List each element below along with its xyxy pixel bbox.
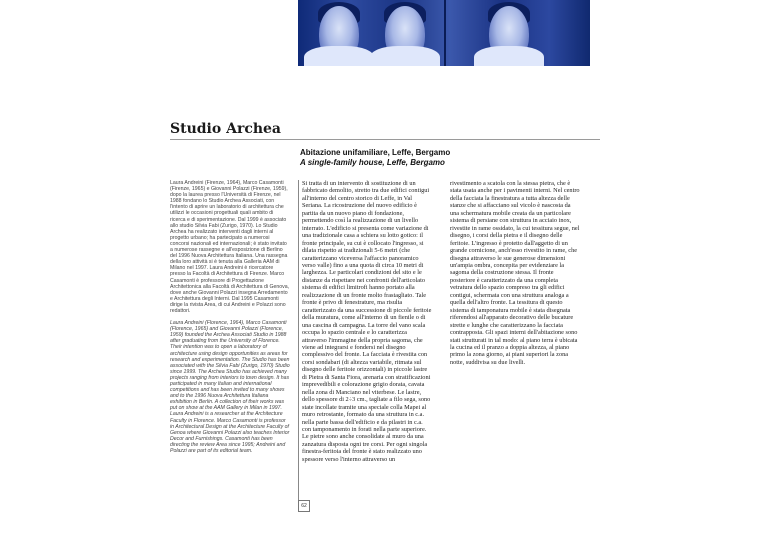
section-title: Studio Archea <box>170 121 281 137</box>
body-text-2: rivestimento a scatola con la stessa pietra, che è stata usata anche per i pavimenti interni. Nel centro della facciata la finestratura a tutta altezza delle stanze che si affacciano sul vicolo è nascosta da una schermatura mobile creata da un particolare sistema di persiane con struttura in acciaio inox, rivestite in rame ossidato, la cui tessitura segue, nel disegno, i corsi della pietra e il disegno delle feritoie. L'ingresso è protetto dall'aggetto di un grande cornicione, anch'esso rivestito in rame, che disegna attraverso le sue generose dimensioni un'ampia ombra, concepita per evidenziare la sagoma della costruzione stessa. Il fronte posteriore è caratterizzato da una completa vetratura dello spazio compreso tra gli edifici contigui, schermata con una struttura analoga a quella dell'altro fronte. La tessitura di questo sistema di tamponatura mobile è stata disegnata riferendosi all'apparato decorativo delle bucature strette e lunghe che caratterizzano la facciata contrapposta. Gli spazi interni dell'abitazione sono stati strutturati in tal modo: al piano terra è ubicata la cucina ed il pranzo a doppia altezza, al piano primo la zona giorno, ai piani superiori la zona notte, suddivisa su due livelli. <box>450 180 580 366</box>
title-rule <box>170 139 600 140</box>
page-number: 62 <box>298 500 310 512</box>
header-photo <box>298 0 590 66</box>
bio-english: Laura Andreini (Florence, 1964), Marco Casamonti (Florence, 1965) and Giovanni Polazzi (Florence, 1959) founded the Archea Associati Studio in 1988 after graduating from the University of Florence. Their intention was to open a laboratory of architecture using design opportunities as areas for research and experimentation. The Studio has been associated with the Silvia Fabi (Zurigo, 1970) Studio since 1999. The Archea Studio has achieved many projects ranging from interiors to town design. It has participated in many Italian and international competitions and has been invited to many shows and to the 1996 Nuova Architettura Italiana exhibition in Berlin. A collection of their works was put on show at the AAM Gallery in Milan in 1997. Laura Andreini is a researcher at the Architecture Faculty in Florence. Marco Casamonti is professor in Architectural Design at the Architecture Faculty of Genoa where Giovanni Polazzi also teaches Interior Decor and Furnishings. Casamonti has been directing the review Area since 1995; Andreini and Polazzi are part of its editorial team. <box>170 320 290 455</box>
bio-italian: Laura Andreini (Firenze, 1964), Marco Casamonti (Firenze, 1965) e Giovanni Polazzi (Firenze, 1959), dopo la laurea presso l'Università di Firenze, nel 1988 fondano lo Studio Archea Associati, con l'intento di aprire un laboratorio di architettura che utilizzi le occasioni progettuali quali ambito di ricerca e di sperimentazione. Dal 1999 è associato allo studio Silvia Fabi (Zurigo, 1970). Lo Studio Archea ha realizzato interventi dagli interni al progetto urbano; ha partecipato a numerosi concorsi nazionali ed internazionali; è stato invitato a numerose rassegne e all'esposizione di Berlino del 1996 Nuova Architettura Italiana. Una rassegna della loro attività si è tenuta alla Galleria AAM di Milano nel 1997. Laura Andreini è ricercatore presso la Facoltà di Architettura di Firenze. Marco Casamonti è professore di Progettazione Architettonica alla Facoltà di Architettura di Genova, dove anche Giovanni Polazzi insegna Arredamento e Architettura degli Interni. Dal 1995 Casamonti dirige la rivista Area, di cui Andreini e Polazzi sono redattori. <box>170 180 290 314</box>
project-title-english: A single-family house, Leffe, Bergamo <box>300 158 445 167</box>
photo-divider <box>444 0 446 66</box>
column-divider <box>298 180 299 510</box>
portrait-shirt <box>474 46 544 66</box>
body-column-1 <box>302 180 432 463</box>
body-text-1: Si tratta di un intervento di sostituzione di un fabbricato demolito, stretto tra due edifici contigui all'interno del centro storico di Leffe, in Val Seriana. La ricostruzione del nuovo edificio è partita da un nuovo piano di fondazione, permettendo così la realizzazione di un livello interrato. L'edificio si presenta come variazione di una tradizionale casa a schiera su lotto gotico: il fronte principale, su cui è collocato l'ingresso, si dilata rispetto ai tradizionali 5-6 metri (che caratterizzano viceversa l'affaccio panoramico verso valle) fino a una quota di circa 10 metri di larghezza. Le particolari condizioni del sito e le distanze da rispettare nei confronti dell'articolato sistema di edifici limitrofi hanno portato alla realizzazione di un fronte molto frastagliato. Tale fronte è privo di fenestrature, ma risulta caratterizzato da una successione di piccole feritoie della muratura, come all'interno di un fienile o di una cascina di campagna. La torre del vano scala occupa lo spazio centrale e lo caratterizza attraverso l'immagine della propria sagoma, che viene ad integrarsi e fondersi nel disegno complessivo del fronte. La facciata è rivestita con corsi sondabari (di altezza variabile, ritmata sul disegno delle feritoie orizzontali) in piccole lastre di Pietra di Santa Fiora, arenaria con stratificazioni imprevedibili e colorazione grigio dorata, cavata nella zona di Manciano nel viterbese. Le lastre, dello spessore di 2÷3 cm., tagliate a filo sega, sono state incollate tramite una speciale colla Mapei al muro retrostante, formato da una struttura in c.a. nella parte bassa dell'edificio e da pilastri in c.a. con tamponamento in forati nella parte superiore. Le pietre sono anche consolidate al muro da una zanzatura disposta ogni tre corsi. Per ogni singola finestra-feritoia del fronte è stato realizzato uno spessore verso l'interno attraverso un <box>302 180 432 463</box>
bio-column <box>170 180 290 460</box>
portrait-shirt <box>304 46 374 66</box>
portrait-shirt <box>370 46 440 66</box>
project-title <box>300 148 620 168</box>
project-title-italian: Abitazione unifamiliare, Leffe, Bergamo <box>300 148 451 157</box>
body-column-2 <box>450 180 580 366</box>
